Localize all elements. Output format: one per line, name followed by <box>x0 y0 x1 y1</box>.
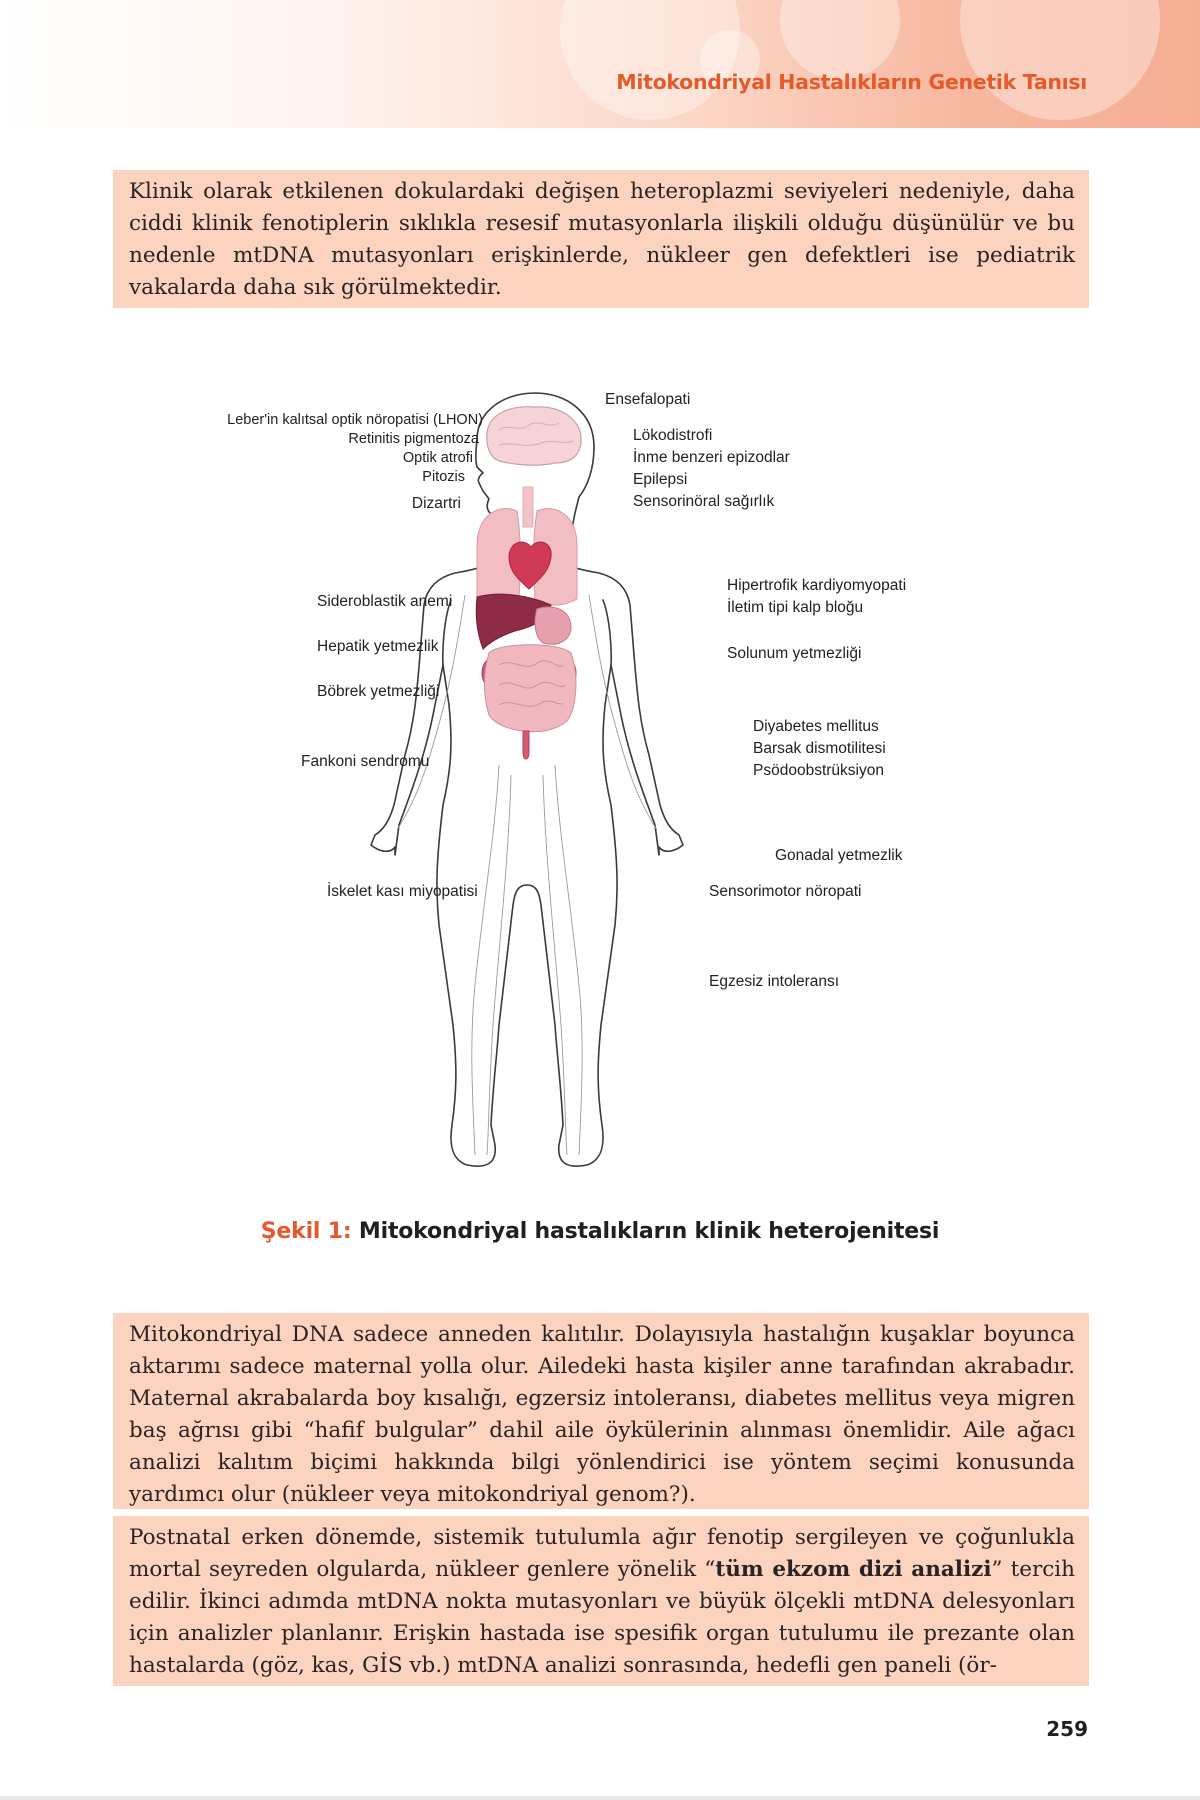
bottom-rule <box>0 1796 1200 1800</box>
bold-phrase: tüm ekzom dizi analizi <box>715 1557 992 1582</box>
label-hipertrofik-kardiyomyopati: Hipertrofik kardiyomyopati <box>727 577 907 594</box>
label-retinitis-pigmentoza: Retinitis pigmentoza <box>348 431 479 447</box>
label-iskelet-kasi-miyopatisi: İskelet kası miyopatisi <box>327 883 478 900</box>
label-egzesiz-intoleransi: Egzesiz intoleransı <box>709 973 840 990</box>
paragraph-text-part: Postnatal erken dönemde, sistemik tutulumla ağır fenotip sergileyen ve çoğunlukla mortal seyreden olgularda, nükleer genlere yönelik “ <box>129 1525 1075 1582</box>
paragraph: Mitokondriyal DNA sadece anneden kalıtılır. Dolayısıyla hastalığın kuşaklar boyunca aktarımı sadece maternal yolla olur. Ailedeki hasta kişiler anne tarafından akrabadır. Maternal akrabalarda boy kısalığı, egzersiz intoleransı, diabetes mellitus veya migren baş ağrısı gibi “hafif bulgular” dahil aile öykülerinin alınması önemlidir. Aile ağacı analizi kalıtım biçimi hakkında bilgi yönlendirici ise yöntem seçimi konusunda yardımcı olur (nükleer veya mitokondriyal genom?). <box>129 1322 1075 1507</box>
label-barsak-dismotilitesi: Barsak dismotilitesi <box>753 740 886 757</box>
paragraph <box>129 1522 1075 1682</box>
label-solunum-yetmezligi: Solunum yetmezliği <box>727 645 862 662</box>
label-sideroblastik-anemi: Sideroblastik anemi <box>317 593 453 610</box>
label-inme-benzeri-epizodlar: İnme benzeri epizodlar <box>633 449 790 466</box>
label-epilepsi: Epilepsi <box>633 471 688 488</box>
header-decoration <box>780 0 900 80</box>
label-sensorinoral-sagirlik: Sensorinöral sağırlık <box>633 493 775 510</box>
running-title: Mitokondriyal Hastalıkların Genetik Tanısı <box>616 70 1087 94</box>
header-decoration <box>960 0 1160 120</box>
text-box-maternal-inheritance <box>113 1313 1089 1509</box>
text-box-heteroplasmy <box>113 170 1089 308</box>
label-psodoobstruksiyon: Psödoobstrüksiyon <box>753 762 884 779</box>
stomach <box>535 607 571 644</box>
label-fankoni-sendromu: Fankoni sendromu <box>301 753 430 770</box>
right-arm-inner <box>603 600 611 665</box>
label-lokodistrofi: Lökodistrofi <box>633 427 713 444</box>
header-band <box>0 0 1200 128</box>
figure-body-diagram <box>227 385 957 1195</box>
label-iletim-tipi-kalp-blogu: İletim tipi kalp bloğu <box>727 599 864 616</box>
trachea <box>523 487 533 527</box>
label-pitozis: Pitozis <box>422 469 465 485</box>
label-bobrek-yetmezligi: Böbrek yetmezliği <box>317 683 440 700</box>
caption-text: Mitokondriyal hastalıkların klinik heterojenitesi <box>358 1219 940 1244</box>
figure-caption <box>0 1219 1200 1244</box>
text-box-analysis-strategy <box>113 1516 1089 1686</box>
label-hepatik-yetmezlik: Hepatik yetmezlik <box>317 638 439 655</box>
caption-number: Şekil 1: <box>260 1219 352 1244</box>
label-dizartri: Dizartri <box>411 495 461 512</box>
label-sensorimotor-noropati: Sensorimotor nöropati <box>709 883 862 900</box>
label-diyabetes-mellitus: Diyabetes mellitus <box>753 718 879 735</box>
label-ensefalopati: Ensefalopati <box>605 391 691 408</box>
page-number: 259 <box>1046 1717 1088 1741</box>
brain <box>487 407 581 465</box>
rectum <box>523 731 529 759</box>
label-lhon: Leber'in kalıtsal optik nöropatisi (LHON) <box>227 412 483 428</box>
paragraph: Klinik olarak etkilenen dokulardaki değişen heteroplazmi seviyeleri nedeniyle, daha ciddi klinik fenotiplerin sıklıkla resesif mutasyonlarla ilişkili olduğu düşünülür ve bu nedenle mtDNA mutasyonları erişkinlerde, nükleer gen defektleri ise pediatrik vakalarda daha sık görülmektedir. <box>129 179 1075 300</box>
label-optik-atrofi: Optik atrofi <box>402 450 473 466</box>
body-illustration <box>237 385 957 1195</box>
label-gonadal-yetmezlik: Gonadal yetmezlik <box>775 847 903 864</box>
paragraph-text-part: ” tercih edilir. İkinci adımda mtDNA nokta mutasyonları ve büyük ölçekli mtDNA delesyonları için analizler planlanır. Erişkin hastada ise spesifik organ tutulumu ile prezante olan hastalarda (göz, kas, GİS vb.) mtDNA analizi sonrasında, hedefli gen paneli (ör- <box>129 1557 1075 1678</box>
